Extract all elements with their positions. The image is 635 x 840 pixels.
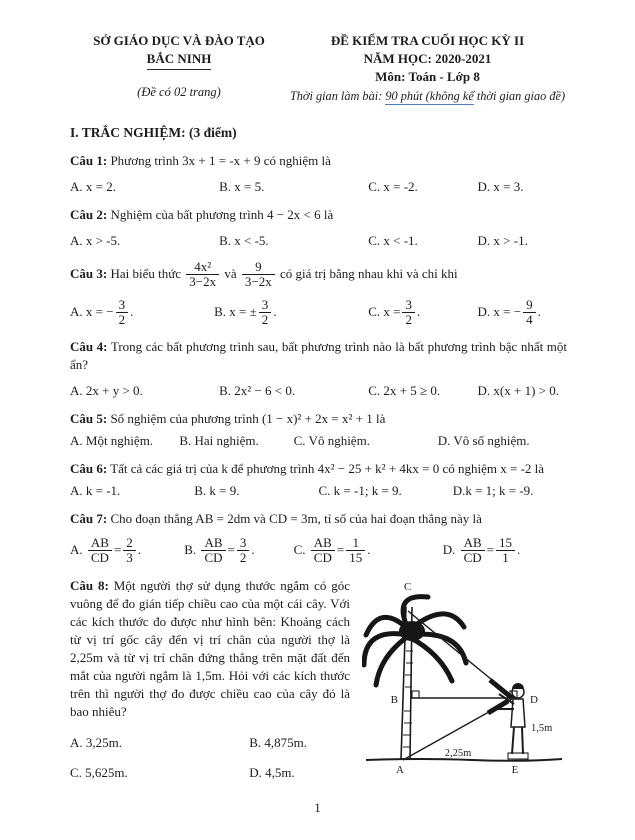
question-7-label: Câu 7: [70,511,108,527]
option-d: D. Vô số nghiệm. [437,433,530,449]
subject-grade: Môn: Toán - Lớp 8 [375,69,480,84]
question-6-options [70,482,567,499]
option-c: C. x = -2. [368,179,418,194]
question-8-stem: Câu 8: Một người thợ sử dụng thước ngắm có góc vuông để đo gián tiếp chiều cao của một cái cây. Với các kích thước đo được như hình bên: Khoảng cách từ vị trí gốc cây đến vị trí chân của người thợ là 2,25m và từ vị trí chân đứng thẳng trên mặt đất đến mắt của người ngắm là 1,5m. Hỏi với các kích thước trên thì người thợ đo được chiều cao của cây đó là bao nhiêu? [70,577,350,719]
header-right-block [288,32,567,105]
question-7-stem: Câu 7: Cho đoạn thẳng AB = 2dm và CD = 3m, tỉ số của hai đoạn thẳng này là [70,511,482,527]
option-c: C. x < -1. [368,233,418,248]
label-e: E [511,763,519,775]
option-a: A. $\frac{AB}{CD}$ = $\frac{2}{3}$ . [70,535,142,566]
question-8 [70,577,567,781]
question-7-options [70,536,567,566]
option-b: B. x < -5. [219,233,269,248]
time-suffix: thời gian giao đề) [473,89,566,103]
option-d: D. x = − $\frac{9}{4}$ . [477,296,541,327]
question-5-stem: Câu 5: Số nghiệm của phương trình (1 − x)² + 2x = x² + 1 là [70,411,386,427]
question-8-label: Câu 8: [70,577,109,593]
option-d: D. 4,5m. [249,764,295,780]
option-a: A. Một nghiệm. [70,433,154,449]
question-1-stem: Câu 1: Phương trình 3x + 1 = -x + 9 có nghiệm là [70,153,331,168]
frond-center [399,621,425,641]
option-c: C. x = $\frac{3}{2}$ . [368,296,421,327]
question-8-options-row-1 [70,734,350,751]
question-4 [70,338,567,399]
option-b: B. 2x² − 6 < 0. [219,383,296,399]
option-d: D.k = 1; k = -9. [452,483,534,499]
exam-title: ĐỀ KIỂM TRA CUỐI HỌC KỲ II [330,33,525,48]
marker-b-square [412,691,419,698]
province-name: BẮC NINH [70,50,288,70]
pages-note: (Đề có 02 trang) [137,85,221,99]
option-a: A. x > -5. [70,233,121,248]
question-5-label: Câu 5: [70,411,108,427]
option-c: C. 2x + 5 ≥ 0. [368,383,441,399]
option-a: A. 2x + y > 0. [70,383,143,399]
question-6 [70,460,567,499]
ground-line [366,759,562,761]
question-6-label: Câu 6: [70,461,108,477]
label-d: D [530,693,538,706]
option-c: C. k = -1; k = 9. [318,483,402,499]
question-2-stem: Câu 2: Nghiệm của bất phương trình 4 − 2x < 6 là [70,207,334,222]
question-5-options [70,432,567,449]
question-2-options [70,232,567,249]
option-b: B. Hai nghiệm. [179,433,259,449]
option-b: B. k = 9. [194,483,240,499]
question-3 [70,260,567,327]
fraction: $\frac{\text{4x²}}{3-2x}$ [186,260,219,290]
option-c: C. $\frac{AB}{CD}$ = $\frac{1}{15}$ . [293,535,371,566]
page-number: 1 [314,800,321,815]
question-6-stem: Câu 6: Tất cả các giá trị của k để phương trình 4x² − 25 + k² + 4kx = 0 có nghiệm x = -2 là [70,461,545,477]
time-underlined: 90 phút (không kể [385,89,474,103]
question-3-label: Câu 3: [70,265,108,281]
question-3-options [70,298,567,328]
section-title: I. TRẮC NGHIỆM: (3 điểm) [70,125,237,140]
question-5 [70,410,567,449]
option-d: D. x = 3. [477,179,524,194]
option-a: A. x = − $\frac{3}{2}$ . [70,296,134,327]
question-4-stem: Câu 4: Trong các bất phương trình sau, bất phương trình nào là bất phương trình bậc nhất một ẩn? [70,339,567,373]
option-b: B. $\frac{AB}{CD}$ = $\frac{3}{2}$ . [184,535,255,566]
palm-fronds [364,596,466,684]
option-b: B. x = ± $\frac{3}{2}$ . [214,296,277,327]
department-name: SỞ GIÁO DỤC VÀ ĐÀO TẠO [93,33,265,48]
option-b: B. 4,875m. [249,734,307,750]
option-d: D. x(x + 1) > 0. [477,383,559,399]
exam-header [70,32,567,105]
header-left-block [70,32,288,105]
question-2-label: Câu 2: [70,207,108,222]
question-8-options-row-2 [70,764,350,781]
option-a: A. x = 2. [70,179,116,194]
option-a: A. k = -1. [70,483,121,499]
option-b: B. x = 5. [219,179,265,194]
palm-tree-diagram [362,577,567,775]
time-limit-line [288,87,567,105]
label-a: A [396,763,404,775]
question-4-label: Câu 4: [70,339,108,355]
option-c: C. Vô nghiệm. [293,433,370,449]
option-d: D. $\frac{AB}{CD}$ = $\frac{15}{1}$ . [442,535,521,566]
time-prefix: Thời gian làm bài: [289,89,386,103]
option-c: C. 5,625m. [70,764,128,780]
option-a: A. 3,25m. [70,734,122,750]
fraction: $\frac{9}{3-2x}$ [242,260,275,290]
question-1-label: Câu 1: [70,153,108,168]
question-1 [70,152,567,195]
option-d: D. x > -1. [477,233,528,248]
surveyor-person [497,683,528,759]
question-4-options [70,382,567,399]
question-3-stem: Câu 3: Hai biểu thức $\frac{\text{4x²}}{3-2x}$ và $\frac{9}{3-2x}$ có giá trị bằng nhau khi và chỉ khi [70,259,458,290]
label-c: C [404,580,412,593]
question-7 [70,510,567,566]
instrument-arm-down [488,701,508,713]
label-b: B [390,693,398,706]
distance-label: 2,25m [444,747,472,759]
school-year: NĂM HỌC: 2020-2021 [363,51,492,66]
question-1-options [70,178,567,195]
tree-measurement-figure [362,577,567,781]
question-2 [70,206,567,249]
person-height-label: 1,5m [531,722,553,734]
